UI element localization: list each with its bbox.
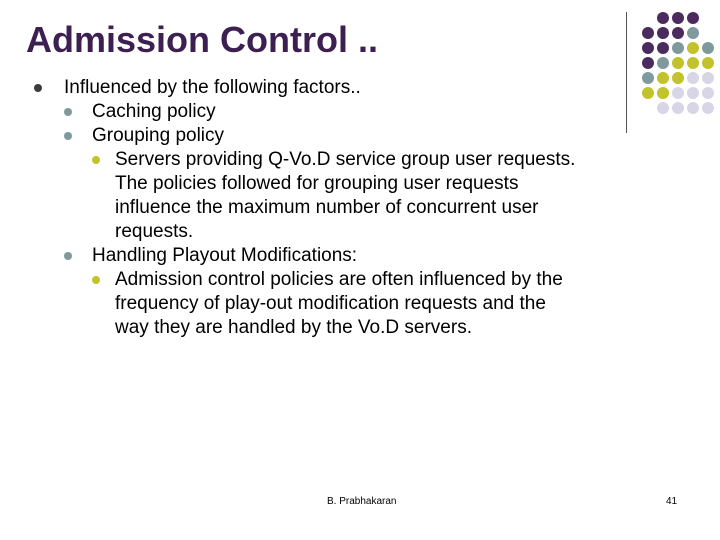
bullet-text-level-3: Servers providing Q-Vo.D service group user requests.	[115, 149, 576, 170]
decorative-dot	[657, 102, 669, 114]
decorative-dot	[672, 57, 684, 69]
bullet-marker-level-3	[92, 156, 100, 164]
slide-title: Admission Control ..	[26, 19, 379, 60]
bullet-marker-level-2	[64, 108, 72, 116]
decorative-dot	[687, 12, 699, 24]
decorative-dot	[657, 42, 669, 54]
bullet-text-level-1: Influenced by the following factors..	[64, 77, 361, 98]
bullet-text-level-3: way they are handled by the Vo.D servers.	[115, 317, 472, 338]
decorative-dot	[642, 87, 654, 99]
bullet-marker-level-2	[64, 252, 72, 260]
bullet-text-level-3: requests.	[115, 221, 194, 242]
decorative-dot	[687, 57, 699, 69]
decorative-dot	[702, 87, 714, 99]
decorative-dot	[672, 27, 684, 39]
decorative-dot	[642, 42, 654, 54]
decorative-dot	[702, 102, 714, 114]
decorative-dot	[657, 57, 669, 69]
bullet-marker-level-1	[34, 84, 42, 92]
decorative-dot	[687, 87, 699, 99]
bullet-text-level-3: The policies followed for grouping user requests	[115, 173, 519, 194]
bullet-marker-level-3	[92, 276, 100, 284]
decorative-dot	[687, 27, 699, 39]
bullet-text-level-2: Grouping policy	[92, 125, 225, 146]
decorative-dot	[672, 102, 684, 114]
footer-author: B. Prabhakaran	[327, 496, 397, 507]
decorative-dot	[702, 72, 714, 84]
decorative-dot	[687, 72, 699, 84]
bullet-text-level-3: frequency of play-out modification requests and the	[115, 293, 546, 314]
decorative-dot	[657, 12, 669, 24]
bullet-text-level-2: Caching policy	[92, 101, 216, 122]
bullet-text-level-3: Admission control policies are often influenced by the	[115, 269, 563, 290]
decorative-dot	[672, 42, 684, 54]
decorative-dot	[702, 57, 714, 69]
bullet-text-level-2: Handling Playout Modifications:	[92, 245, 358, 266]
decorative-dot	[702, 42, 714, 54]
decorative-dot	[657, 87, 669, 99]
decorative-dot	[642, 27, 654, 39]
bullet-text-level-3: influence the maximum number of concurrent user	[115, 197, 539, 218]
footer-page-number: 41	[666, 496, 678, 507]
decorative-dot	[687, 42, 699, 54]
decorative-dot	[672, 12, 684, 24]
decorative-dot	[672, 72, 684, 84]
decorative-dot	[642, 57, 654, 69]
decorative-dot	[657, 72, 669, 84]
decorative-dot	[642, 72, 654, 84]
bullet-marker-level-2	[64, 132, 72, 140]
decorative-dot	[672, 87, 684, 99]
decorative-dot	[657, 27, 669, 39]
decorative-dot	[687, 102, 699, 114]
